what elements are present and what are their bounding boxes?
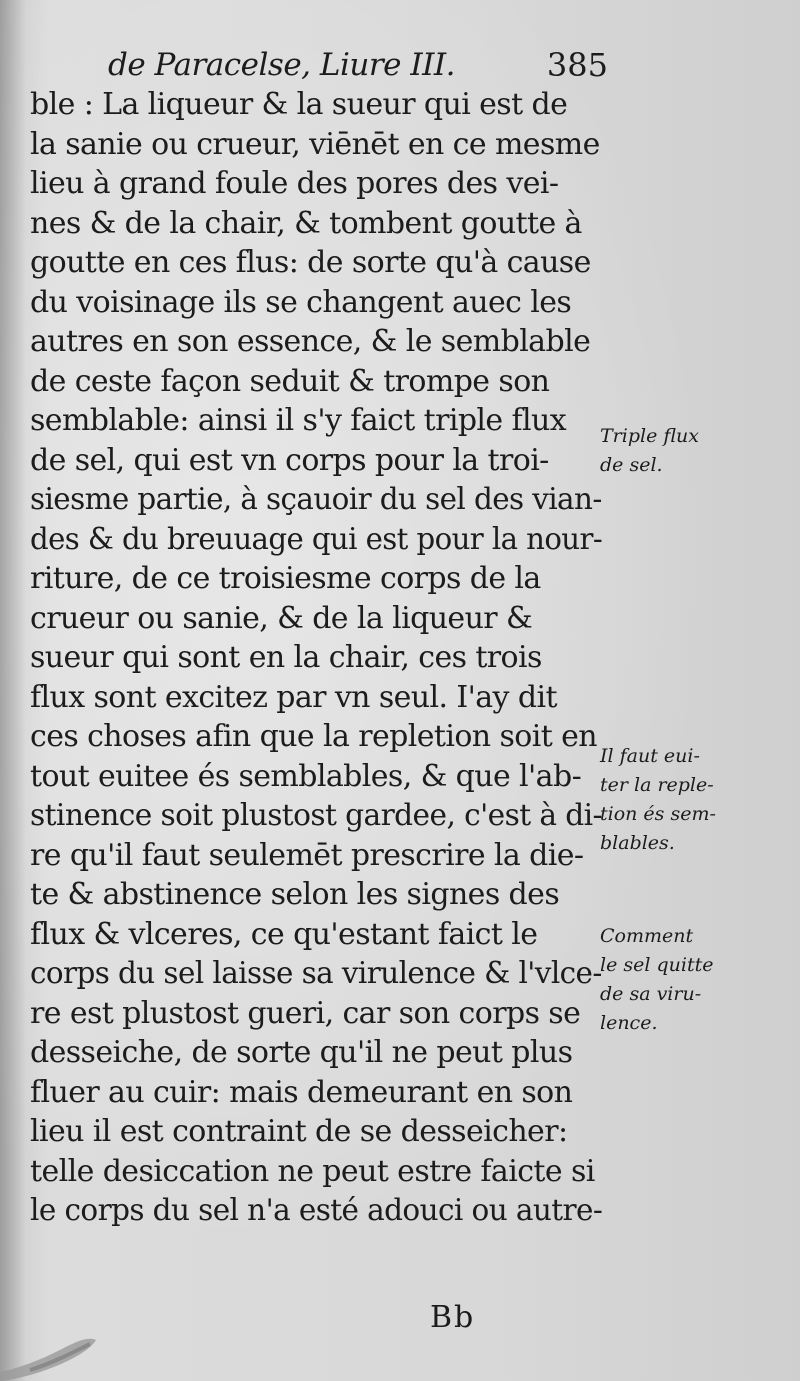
signature-mark: Bb — [430, 1300, 476, 1335]
text-line: autres en son essence, & le semblable — [30, 324, 591, 359]
text-line: la sanie ou crueur, viēnēt en ce mesme — [30, 126, 600, 162]
text-line: de sel, qui est vn corps pour la troi- — [30, 442, 549, 478]
margin-note-virulence — [600, 922, 713, 1038]
text-line: goutte en ces flus: de sorte qu'à cause — [30, 245, 591, 280]
text-line: telle desiccation ne peut estre faicte si — [30, 1153, 595, 1189]
margin-note-triple-flux — [600, 422, 699, 480]
text-line: le corps du sel n'a esté adouci ou autre- — [30, 1193, 603, 1228]
text-line: flux & vlceres, ce qu'estant faict le — [30, 916, 538, 952]
margin-note-line: le sel quitte — [600, 954, 714, 976]
page-number: 385 — [546, 46, 608, 84]
body-text — [30, 85, 602, 1231]
ink-smudge — [0, 1320, 120, 1381]
text-line: te & abstinence selon les signes des — [30, 877, 560, 912]
text-line: corps du sel laisse sa virulence & l'vlce- — [30, 956, 602, 991]
text-line: siesme partie, à sçauoir du sel des vian- — [30, 482, 602, 517]
text-line: crueur ou sanie, & de la liqueur & — [30, 600, 533, 636]
margin-note-line: tion és sem- — [600, 803, 716, 825]
running-head — [108, 40, 608, 90]
text-line: flux sont excitez par vn seul. I'ay dit — [30, 679, 557, 715]
text-line: lieu à grand foule des pores des vei- — [30, 166, 559, 201]
gutter-shadow — [0, 0, 26, 1381]
margin-note-line: blables. — [600, 832, 675, 854]
margin-note-line: Comment — [600, 925, 694, 947]
margin-note-line: de sel. — [600, 454, 663, 476]
text-line: du voisinage ils se changent auec les — [30, 284, 572, 320]
text-line: re qu'il faut seulemēt prescrire la die- — [30, 837, 584, 873]
text-line: desseiche, de sorte qu'il ne peut plus — [30, 1035, 573, 1070]
text-line: de ceste façon seduit & trompe son — [30, 363, 550, 399]
text-line: ces choses afin que la repletion soit en — [30, 719, 597, 754]
running-head-title: de Paracelse, Liure III. — [108, 47, 455, 83]
margin-note-line: ter la reple- — [600, 774, 714, 796]
text-line: re est plustost gueri, car son corps se — [30, 995, 581, 1031]
text-line: ble : La liqueur & la sueur qui est de — [30, 87, 568, 122]
text-line: riture, de ce troisiesme corps de la — [30, 561, 541, 596]
text-line: lieu il est contraint de se desseicher: — [30, 1114, 568, 1149]
text-line: nes & de la chair, & tombent goutte à — [30, 205, 582, 241]
text-line: semblable: ainsi il s'y faict triple flux — [30, 403, 567, 438]
text-line: des & du breuuage qui est pour la nour- — [30, 521, 603, 557]
text-line: stinence soit plustost gardee, c'est à di- — [30, 798, 602, 833]
margin-note-line: lence. — [600, 1012, 658, 1034]
margin-note-line: Il faut eui- — [600, 745, 700, 767]
margin-note-repletion — [600, 742, 716, 858]
text-line: fluer au cuir: mais demeurant en son — [30, 1074, 573, 1110]
margin-note-line: de sa viru- — [600, 983, 702, 1005]
text-line: sueur qui sont en la chair, ces trois — [30, 640, 542, 675]
margin-note-line: Triple flux — [600, 425, 699, 447]
text-line: tout euitee és semblables, & que l'ab- — [30, 758, 582, 794]
